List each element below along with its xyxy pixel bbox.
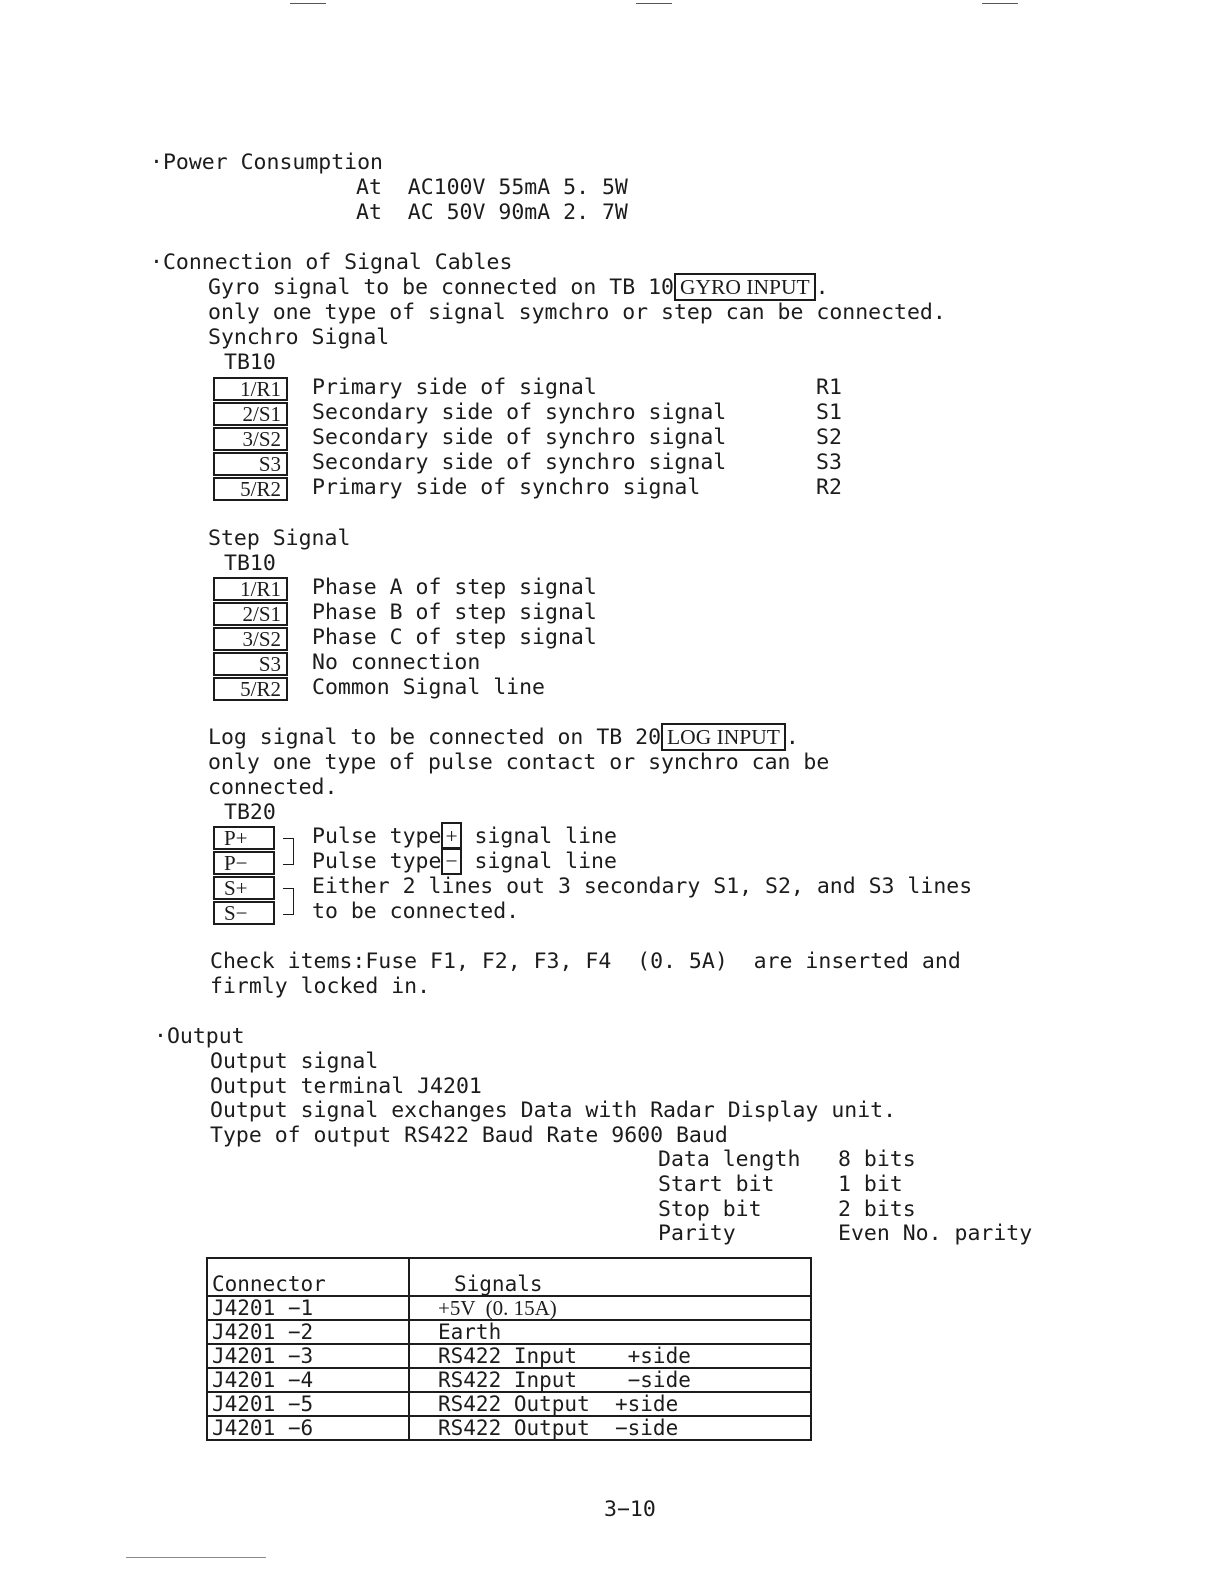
- scan-mark: [636, 3, 672, 4]
- log-line: Log signal to be connected on TB 20 LOG INPUT .: [208, 725, 799, 750]
- synchro-desc: Secondary side of synchro signal: [312, 400, 727, 425]
- table-cell: J4201 −1: [207, 1296, 409, 1320]
- step-desc: Common Signal line: [312, 675, 545, 700]
- pair-bracket: [283, 838, 294, 865]
- plus-sign-box: +: [441, 822, 461, 850]
- terminal-box: 1/R1: [213, 377, 288, 401]
- param-value: Even No. parity: [838, 1221, 1033, 1246]
- power-row: At AC 50V 90mA 2. 7W: [356, 200, 628, 225]
- power-row: At AC100V 55mA 5. 5W: [356, 175, 628, 200]
- output-line: Output signal exchanges Data with Radar Display unit.: [210, 1098, 897, 1123]
- synchro-code: S2: [816, 425, 842, 450]
- step-desc: Phase A of step signal: [312, 575, 597, 600]
- param-value: 1 bit: [838, 1172, 903, 1197]
- terminal-box: S3: [213, 652, 288, 676]
- log-only-line-2: connected.: [208, 775, 338, 800]
- gyro-input-box: GYRO INPUT: [674, 273, 816, 301]
- log-tb-label: TB20: [224, 800, 276, 825]
- table-cell: J4201 −5: [207, 1392, 409, 1416]
- log-input-box: LOG INPUT: [661, 723, 786, 751]
- table-row: [207, 1320, 811, 1344]
- gyro-line: Gyro signal to be connected on TB 10 GYRO INPUT .: [208, 275, 829, 300]
- table-row: [207, 1344, 811, 1368]
- table-cell: J4201 −4: [207, 1368, 409, 1392]
- table-cell: J4201 −3: [207, 1344, 409, 1368]
- terminal-box: 2/S1: [213, 402, 288, 426]
- table-header: Connector: [207, 1258, 409, 1296]
- table-row: [207, 1296, 811, 1320]
- table-cell: Earth: [409, 1320, 811, 1344]
- synchro-desc: Primary side of signal: [312, 375, 597, 400]
- param-name: Start bit: [658, 1172, 775, 1197]
- minus-sign-box: −: [441, 847, 461, 875]
- terminal-box: S3: [213, 452, 288, 476]
- table-row: [207, 1368, 811, 1392]
- log-only-line: only one type of pulse contact or synchro can be: [208, 750, 830, 775]
- synchro-tb-label: TB10: [224, 350, 276, 375]
- step-desc: Phase C of step signal: [312, 625, 597, 650]
- terminal-box: 3/S2: [213, 427, 288, 451]
- terminal-box: P−: [213, 851, 275, 875]
- synchro-code: S1: [816, 400, 842, 425]
- output-heading: ·Output: [154, 1024, 245, 1049]
- step-desc: No connection: [312, 650, 481, 675]
- synchro-desc: Primary side of synchro signal: [312, 475, 701, 500]
- terminal-box: P+: [213, 826, 275, 850]
- table-header: Signals: [409, 1258, 811, 1296]
- step-desc: Phase B of step signal: [312, 600, 597, 625]
- synchro-code: R2: [816, 475, 842, 500]
- connection-heading: ·Connection of Signal Cables: [150, 250, 513, 275]
- terminal-box: 5/R2: [213, 677, 288, 701]
- gyro-only-line: only one type of signal symchro or step can be connected.: [208, 300, 946, 325]
- output-line: Type of output RS422 Baud Rate 9600 Baud: [210, 1123, 728, 1148]
- synchro-title: Synchro Signal: [208, 325, 390, 350]
- param-name: Parity: [658, 1221, 736, 1246]
- synchro-code: R1: [816, 375, 842, 400]
- table-cell: RS422 Input −side: [409, 1368, 811, 1392]
- table-row: [207, 1392, 811, 1416]
- output-line: Output terminal J4201: [210, 1074, 482, 1099]
- table-cell: J4201 −6: [207, 1416, 409, 1440]
- check-items-line: Check items:Fuse F1, F2, F3, F4 (0. 5A) are inserted and: [210, 949, 961, 974]
- output-line: Output signal: [210, 1049, 379, 1074]
- param-name: Stop bit: [658, 1197, 762, 1222]
- terminal-box: 5/R2: [213, 477, 288, 501]
- table-cell: +5V (0. 15A): [409, 1296, 811, 1320]
- param-name: Data length: [658, 1147, 801, 1172]
- page-number: 3−10: [604, 1497, 656, 1522]
- table-cell: RS422 Input +side: [409, 1344, 811, 1368]
- table-cell: RS422 Output −side: [409, 1416, 811, 1440]
- terminal-box: S−: [213, 901, 275, 925]
- check-items-line-2: firmly locked in.: [210, 974, 431, 999]
- scan-mark: [982, 3, 1018, 4]
- step-title: Step Signal: [208, 526, 351, 551]
- log-desc: to be connected.: [312, 899, 520, 924]
- table-row: [207, 1416, 811, 1440]
- terminal-box: 1/R1: [213, 577, 288, 601]
- step-tb-label: TB10: [224, 551, 276, 576]
- param-value: 8 bits: [838, 1147, 916, 1172]
- terminal-box: S+: [213, 876, 275, 900]
- synchro-code: S3: [816, 450, 842, 475]
- pair-bracket: [283, 888, 294, 915]
- log-desc: Pulse type − signal line: [312, 849, 617, 874]
- terminal-box: 2/S1: [213, 602, 288, 626]
- log-desc: Either 2 lines out 3 secondary S1, S2, and S3 lines: [312, 874, 973, 899]
- connector-table: [206, 1257, 812, 1441]
- synchro-desc: Secondary side of synchro signal: [312, 450, 727, 475]
- log-desc: Pulse type + signal line: [312, 824, 617, 849]
- table-header-row: [207, 1258, 811, 1296]
- power-heading: ·Power Consumption: [150, 150, 383, 175]
- scan-mark: [290, 3, 326, 4]
- scan-mark: [126, 1557, 266, 1558]
- param-value: 2 bits: [838, 1197, 916, 1222]
- terminal-box: 3/S2: [213, 627, 288, 651]
- table-cell: J4201 −2: [207, 1320, 409, 1344]
- synchro-desc: Secondary side of synchro signal: [312, 425, 727, 450]
- table-cell: RS422 Output +side: [409, 1392, 811, 1416]
